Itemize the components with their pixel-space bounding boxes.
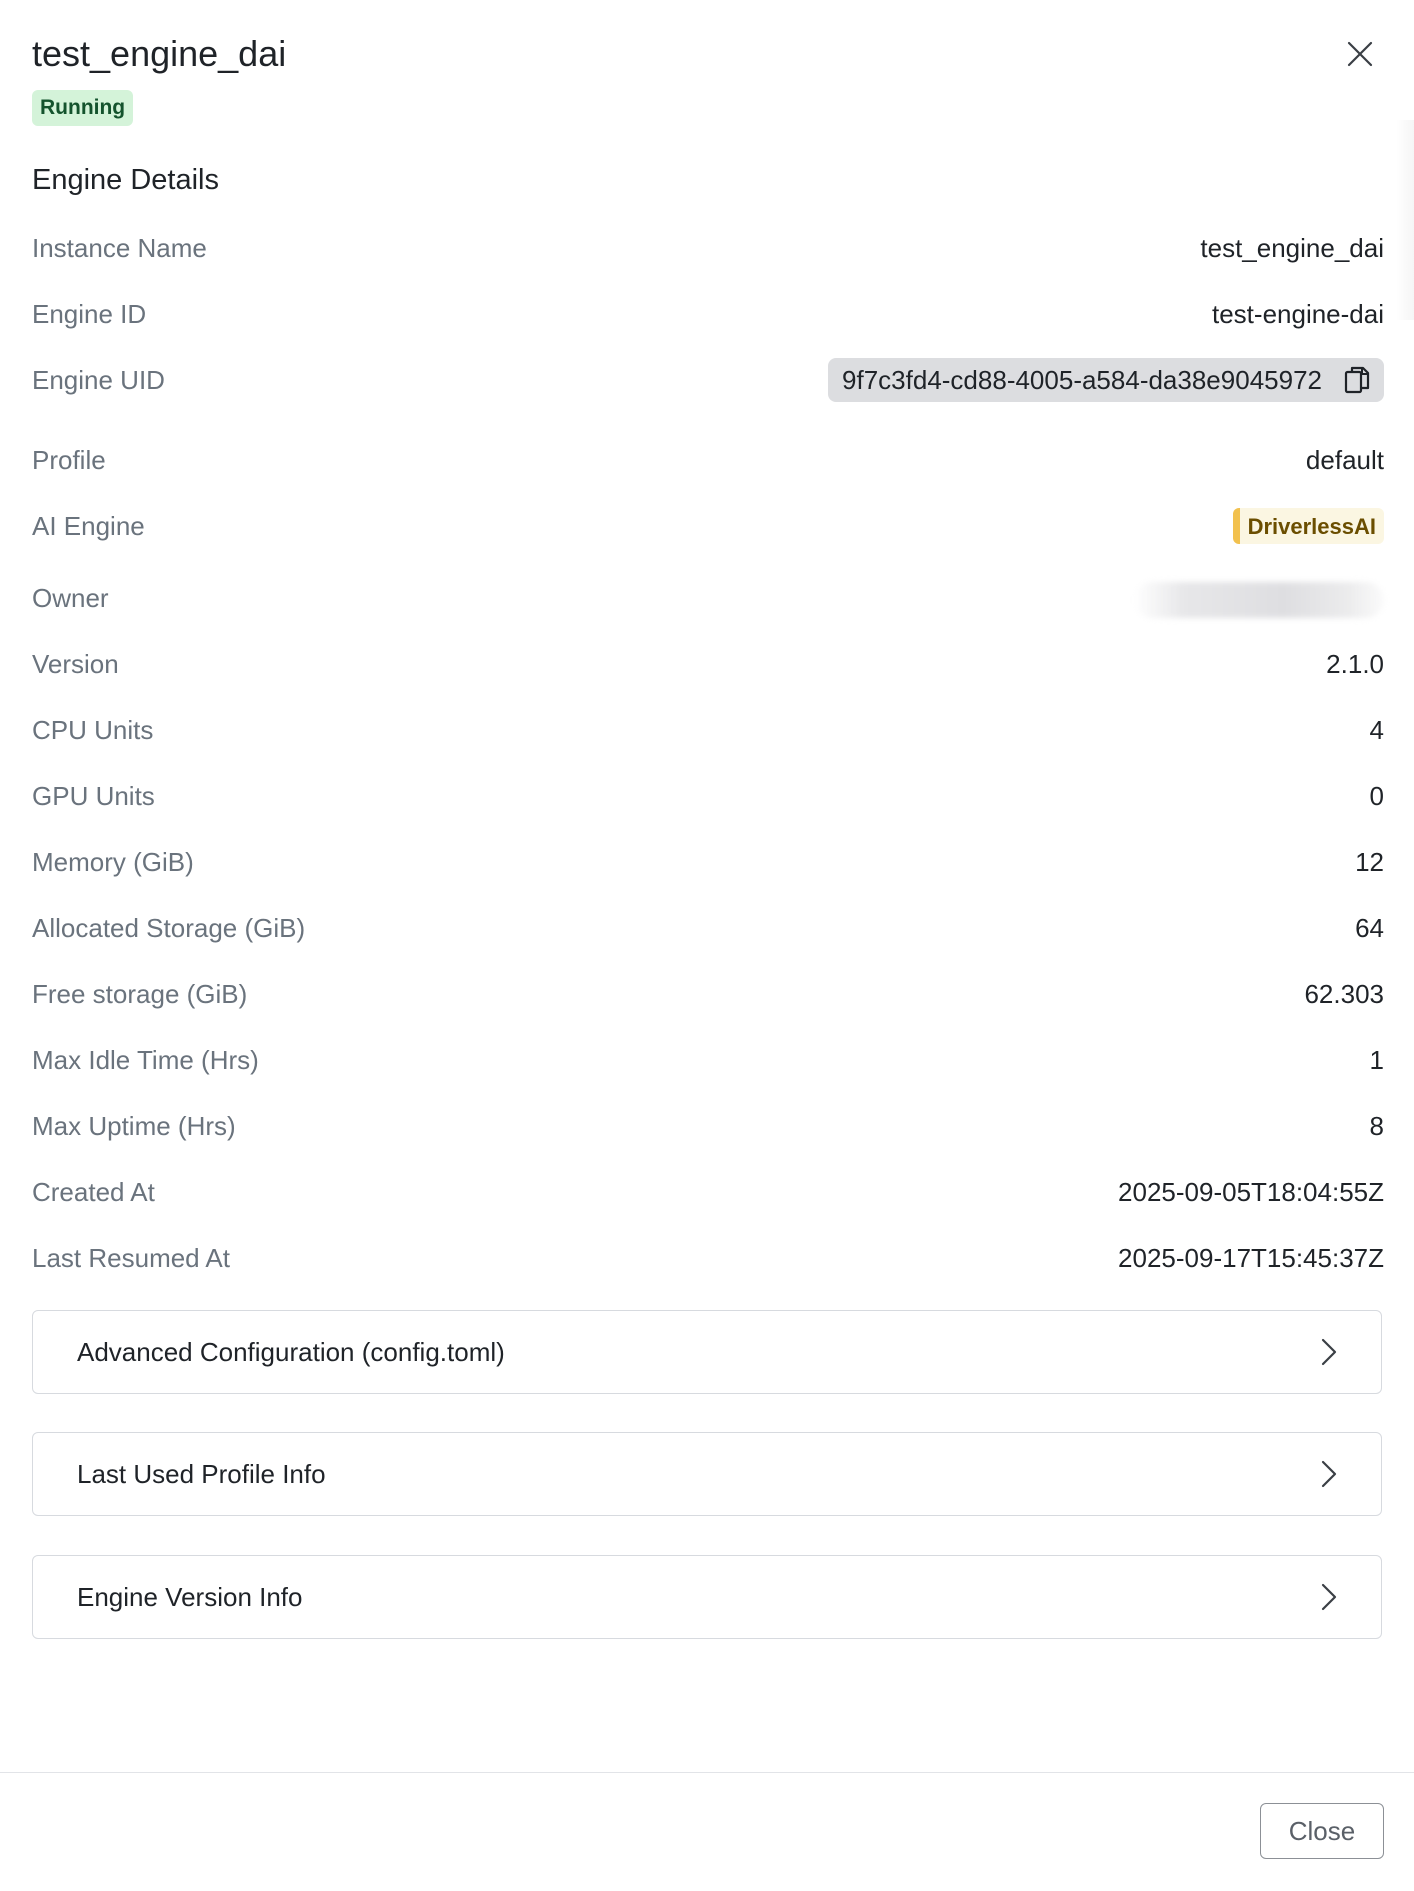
detail-row-engine-uid	[32, 360, 1384, 440]
detail-row-cpu-units	[32, 710, 1384, 776]
section-title: Engine Details	[32, 164, 219, 196]
detail-value: 4	[1369, 715, 1384, 745]
detail-label: CPU Units	[32, 715, 154, 745]
detail-value: 1	[1369, 1045, 1384, 1075]
copy-icon[interactable]	[1344, 365, 1370, 395]
detail-row-max-idle	[32, 1040, 1384, 1106]
detail-row-instance-name	[32, 228, 1384, 294]
details-list	[32, 228, 1384, 1304]
detail-label: Instance Name	[32, 233, 207, 263]
detail-row-created-at	[32, 1172, 1384, 1238]
detail-value: test_engine_dai	[1200, 233, 1384, 263]
detail-row-max-uptime	[32, 1106, 1384, 1172]
status-badge: Running	[32, 90, 133, 126]
detail-value: 2025-09-17T15:45:37Z	[1118, 1243, 1384, 1273]
detail-label: Version	[32, 649, 119, 679]
close-icon[interactable]	[1340, 34, 1380, 74]
accordion-label: Last Used Profile Info	[77, 1458, 326, 1489]
accordion-label: Advanced Configuration (config.toml)	[77, 1336, 505, 1367]
detail-row-version	[32, 644, 1384, 710]
panel-edge-shadow	[1396, 120, 1414, 320]
detail-row-owner	[32, 578, 1384, 644]
ai-engine-badge: DriverlessAI	[1233, 508, 1384, 544]
detail-label: Owner	[32, 583, 109, 613]
detail-row-free-storage	[32, 974, 1384, 1040]
detail-label: Engine UID	[32, 365, 165, 395]
detail-label: GPU Units	[32, 781, 155, 811]
detail-value: 2.1.0	[1326, 649, 1384, 679]
detail-row-profile	[32, 440, 1384, 506]
detail-value: 12	[1355, 847, 1384, 877]
detail-label: Max Idle Time (Hrs)	[32, 1045, 259, 1075]
detail-label: Created At	[32, 1177, 155, 1207]
owner-value-redacted	[1134, 582, 1384, 618]
detail-row-ai-engine	[32, 506, 1384, 578]
detail-label: AI Engine	[32, 511, 145, 541]
page-title: test_engine_dai	[32, 33, 287, 74]
detail-row-allocated-storage	[32, 908, 1384, 974]
detail-value: 2025-09-05T18:04:55Z	[1118, 1177, 1384, 1207]
chevron-right-icon	[1317, 1581, 1341, 1613]
detail-value: default	[1305, 445, 1384, 475]
detail-value: 64	[1355, 913, 1384, 943]
detail-label: Engine ID	[32, 299, 147, 329]
accordion-last-used-profile-info[interactable]	[32, 1432, 1382, 1516]
detail-value: 0	[1369, 781, 1384, 811]
detail-value: test-engine-dai	[1212, 299, 1384, 329]
detail-label: Memory (GiB)	[32, 847, 194, 877]
accordion-label: Engine Version Info	[77, 1581, 303, 1612]
detail-label: Allocated Storage (GiB)	[32, 913, 306, 943]
detail-row-gpu-units	[32, 776, 1384, 842]
detail-value: 62.303	[1304, 979, 1384, 1009]
engine-uid-value: 9f7c3fd4-cd88-4005-a584-da38e9045972	[842, 365, 1322, 395]
detail-row-memory	[32, 842, 1384, 908]
accordion-advanced-configuration[interactable]	[32, 1310, 1382, 1394]
detail-row-engine-id	[32, 294, 1384, 360]
panel-footer	[0, 1772, 1414, 1891]
engine-uid-chip	[828, 358, 1384, 402]
panel-header	[32, 28, 1382, 126]
detail-label: Max Uptime (Hrs)	[32, 1111, 236, 1141]
chevron-right-icon	[1317, 1336, 1341, 1368]
detail-row-last-resumed-at	[32, 1238, 1384, 1304]
detail-label: Free storage (GiB)	[32, 979, 248, 1009]
detail-label: Last Resumed At	[32, 1243, 230, 1273]
accordion-engine-version-info[interactable]	[32, 1555, 1382, 1639]
detail-value: 8	[1369, 1111, 1384, 1141]
chevron-right-icon	[1317, 1458, 1341, 1490]
detail-label: Profile	[32, 445, 106, 475]
close-button[interactable]: Close	[1260, 1803, 1384, 1859]
